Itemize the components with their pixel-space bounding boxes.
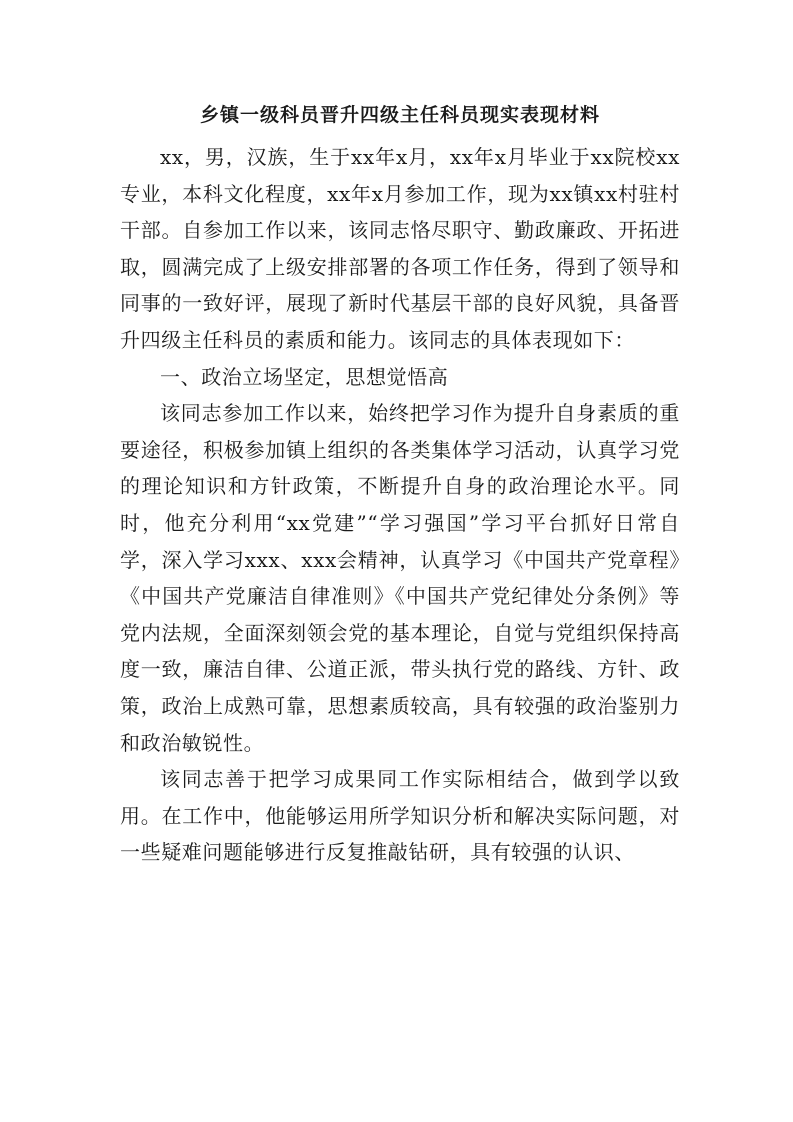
section-1-paragraph-2: 该同志善于把学习成果同工作实际相结合，做到学以致用。在工作中，他能够运用所学知识分析和解决实际问题，对一些疑难问题能够进行反复推敲钻研，具有较强的认识、 [120, 767, 680, 865]
section-heading-1: 一、政治立场坚定，思想觉悟高 [160, 364, 449, 389]
section-1-paragraph-1: 该同志参加工作以来，始终把学习作为提升自身素质的重要途径，积极参加镇上组织的各类集体学习活动，认真学习党的理论知识和方针政策，不断提升自身的政治理论水平。同时，他充分利用“xx党建”“学习强国”学习平台抓好日常自学，深入学习xxx、xxx会精神，认真学习《中国共产党章程》《中国共产党廉洁自律准则》《中国共产党纪律处分条例》等党内法规，全面深刻领会党的基本理论，自觉与党组织保持高度一致，廉洁自律、公道正派，带头执行党的路线、方针、政策，政治上成熟可靠，思想素质较高，具有较强的政治鉴别力和政治敏锐性。 [120, 401, 680, 755]
intro-paragraph: xx，男，汉族，生于xx年x月，xx年x月毕业于xx院校xx专业，本科文化程度，xx年x月参加工作，现为xx镇xx村驻村干部。自参加工作以来，该同志恪尽职守、勤政廉政、开拓进取，圆满完成了上级安排部署的各项工作任务，得到了领导和同事的一致好评，展现了新时代基层干部的良好风貌，具备晋升四级主任科员的素质和能力。该同志的具体表现如下： [120, 145, 680, 352]
document-body [120, 100, 680, 871]
document-title: 乡镇一级科员晋升四级主任科员现实表现材料 [199, 104, 600, 126]
